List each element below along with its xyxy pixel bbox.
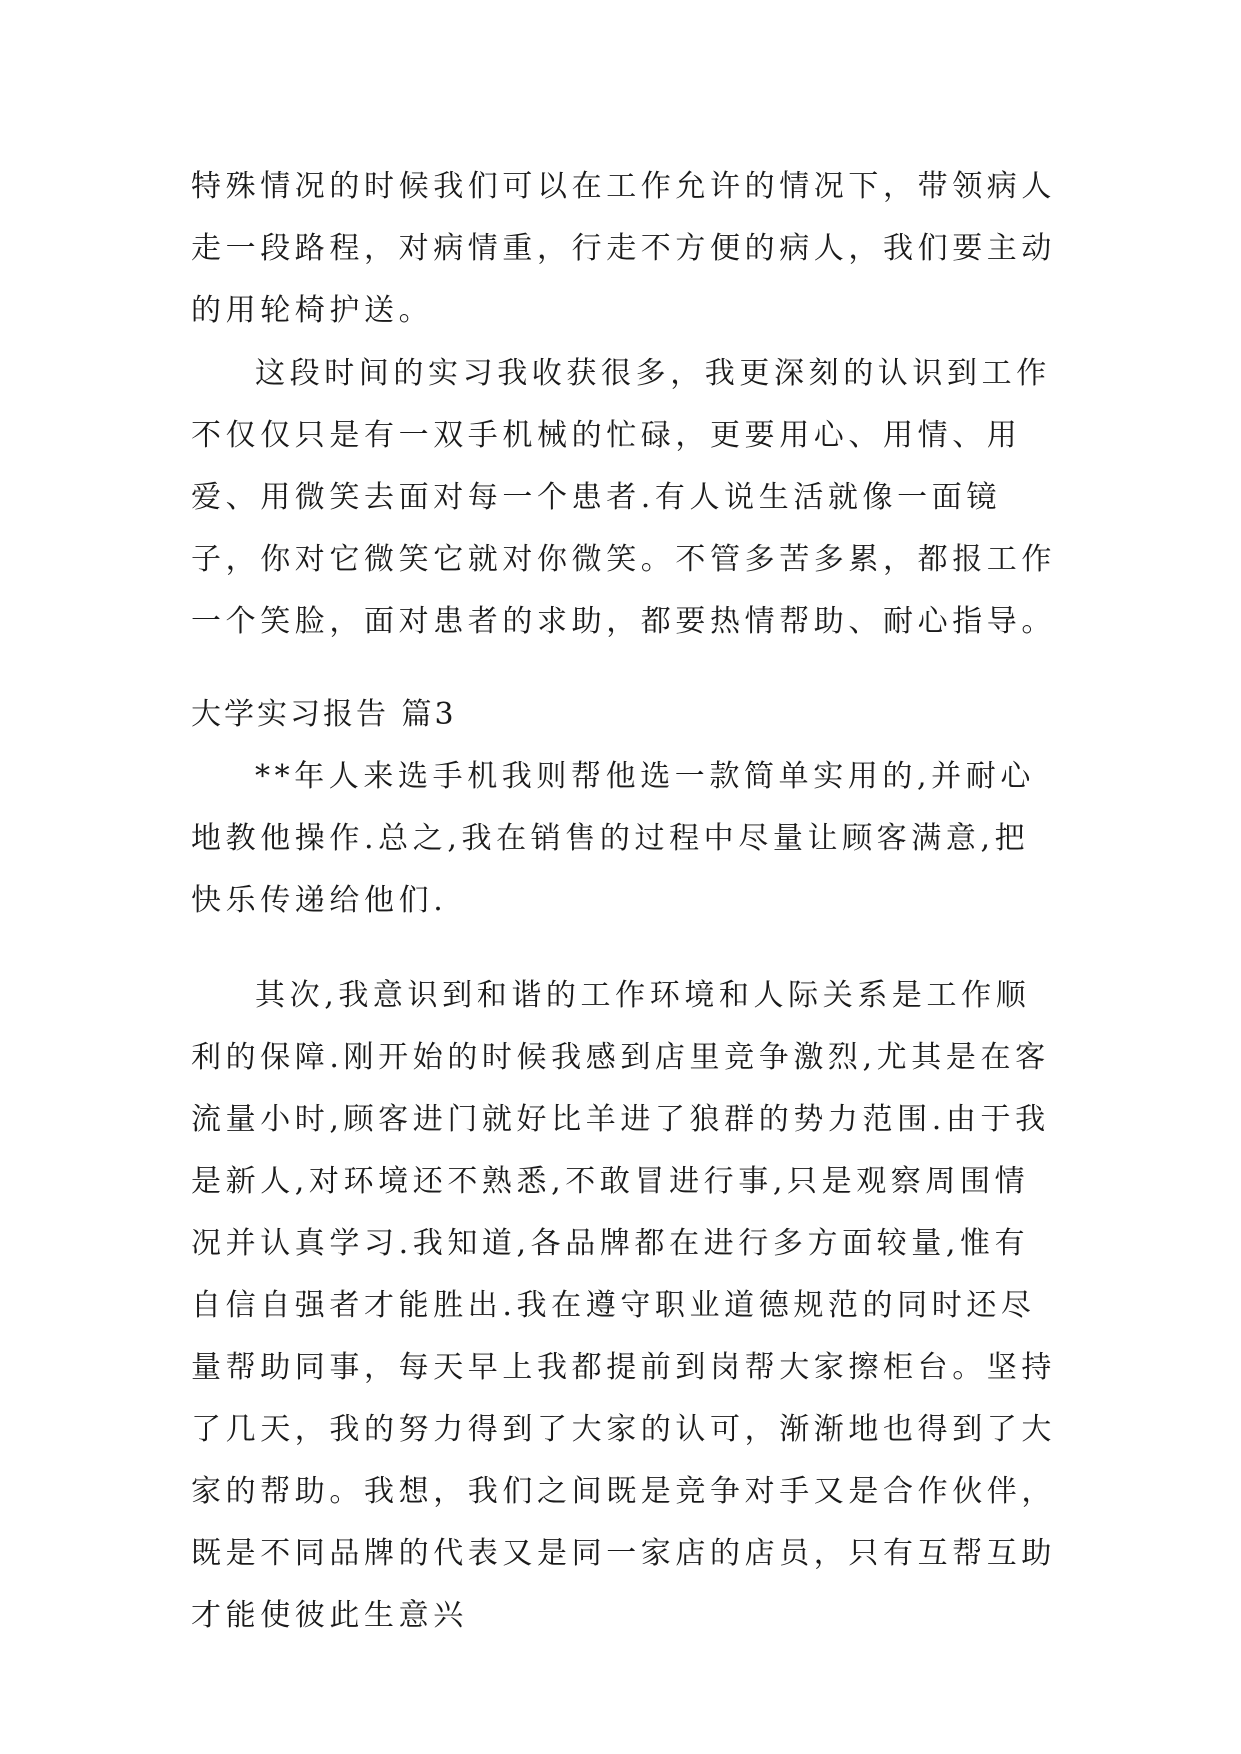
paragraph-text: 特殊情况的时候我们可以在工作允许的情况下，带领病人走一段路程，对病情重，行走不方便的病人，我们要主动的用轮椅护送。 bbox=[191, 169, 1056, 328]
paragraph-text: **年人来选手机我则帮他选一款简单实用的,并耐心地教他操作.总之,我在销售的过程中尽量让顾客满意,把快乐传递给他们. bbox=[191, 759, 1035, 918]
paragraph-sales-experience bbox=[191, 746, 1061, 932]
paragraph-text: 其次,我意识到和谐的工作环境和人际关系是工作顺利的保障.刚开始的时候我感到店里竞争激烈,尤其是在客流量小时,顾客进门就好比羊进了狼群的势力范围.由于我是新人,对环境还不熟悉,不敢冒进行事,只是观察周围情况并认真学习.我知道,各品牌都在进行多方面较量,惟有自信自强者才能胜出.我在遵守职业道德规范的同时还尽量帮助同事，每天早上我都提前到岗帮大家擦柜台。坚持了几天，我的努力得到了大家的认可，渐渐地也得到了大家的帮助。我想，我们之间既是竞争对手又是合作伙伴，既是不同品牌的代表又是同一家店的店员，只有互帮互助才能使彼此生意兴 bbox=[191, 978, 1056, 1633]
paragraph-internship-summary bbox=[191, 343, 1061, 653]
section-heading: 大学实习报告 篇3 bbox=[191, 697, 457, 732]
paragraph-work-environment bbox=[191, 965, 1061, 1647]
paragraph-text: 这段时间的实习我收获很多，我更深刻的认识到工作不仅仅只是有一双手机械的忙碌，更要用心、用情、用爱、用微笑去面对每一个患者.有人说生活就像一面镜子，你对它微笑它就对你微笑。不管多苦多累，都报工作一个笑脸，面对患者的求助，都要热情帮助、耐心指导。 bbox=[191, 356, 1056, 639]
paragraph-continuation bbox=[191, 156, 1061, 342]
